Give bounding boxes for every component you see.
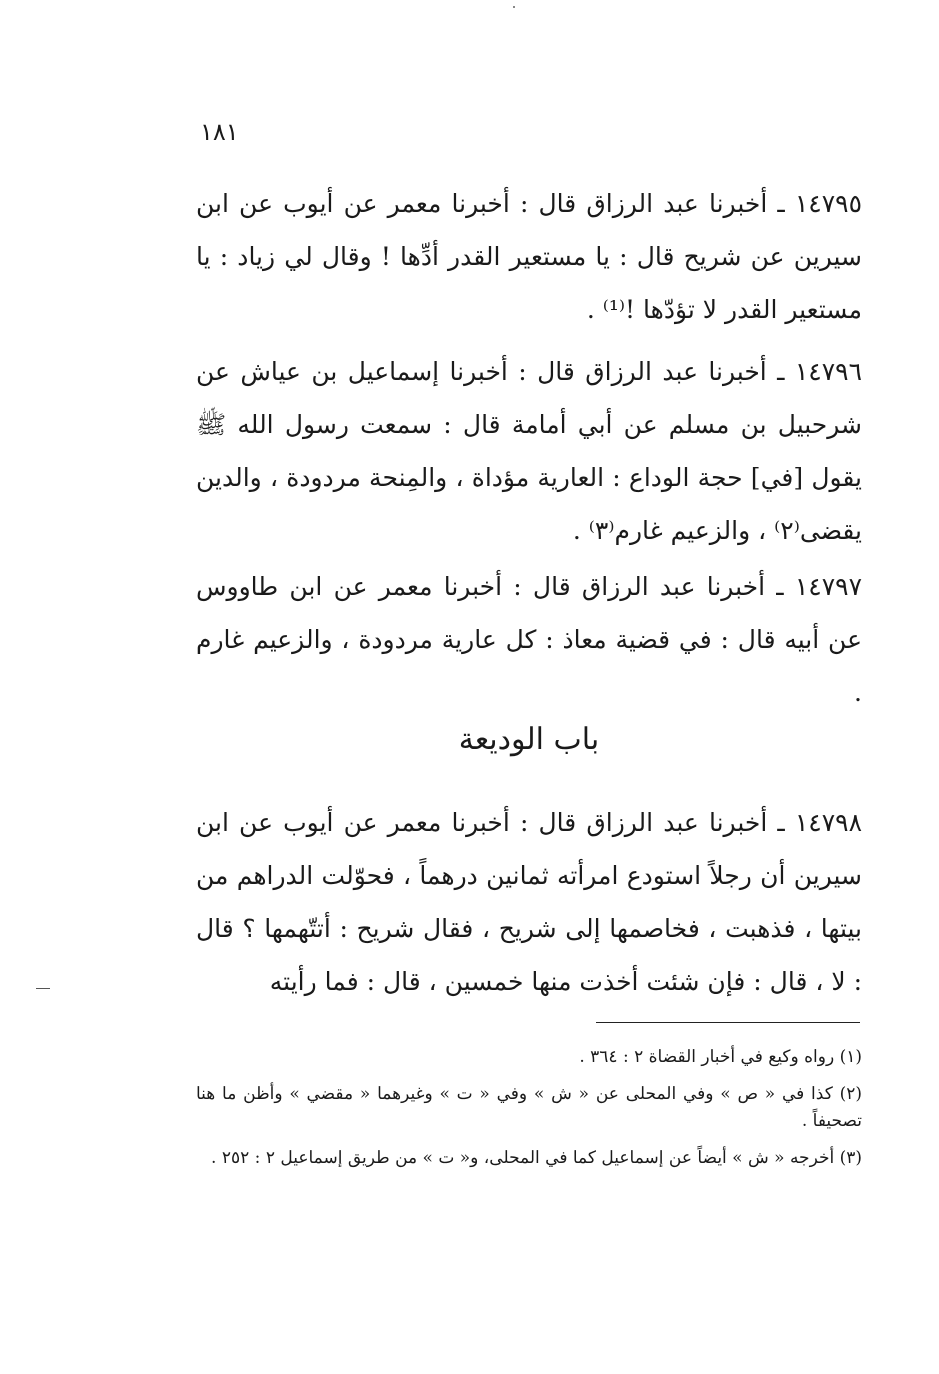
hadith-text: ١٤٧٩٦ ـ أخبرنا عبد الرزاق قال : أخبرنا إسماعيل بن عياش عن شرحبيل بن مسلم عن أبي أمامة قال : سمعت رسول الله ﷺ يقول [في] حجة الوداع : العارية مؤداة ، والمِنحة مردودة ، والدين يقضى⁽٢⁾ ، والزعيم غارم⁽٣⁾ . — [196, 357, 862, 545]
hadith-text: ١٤٧٩٧ ـ أخبرنا عبد الرزاق قال : أخبرنا معمر عن ابن طاووس عن أبيه قال : في قضية معاذ : كل عارية مردودة ، والزعيم غارم . — [196, 572, 862, 707]
hadith-14797 — [196, 560, 862, 719]
chapter-title: باب الوديعة — [458, 722, 600, 757]
hadith-14795 — [196, 177, 862, 336]
footnote-1: (١) رواه وكيع في أخبار القضاة ٢ : ٣٦٤ . — [579, 1047, 862, 1067]
footnotes-section — [196, 1044, 862, 1182]
page-number: ١٨١ — [200, 118, 239, 146]
hadith-14796 — [196, 345, 862, 557]
footnote-2: (٢) كذا في « ص » وفي المحلى عن « ش » وفي « ت » وغيرهما « مقضي » وأظن ما هنا تصحيفاً . — [196, 1084, 862, 1131]
hadith-text: ١٤٧٩٥ ـ أخبرنا عبد الرزاق قال : أخبرنا معمر عن أيوب عن ابن سيرين عن شريح قال : يا مستعير القدر أدِّها ! وقال لي زياد : يا مستعير القدر لا تؤدّها !⁽¹⁾ . — [196, 189, 862, 324]
hadith-14798 — [196, 796, 862, 1008]
scan-speck — [513, 6, 515, 8]
footnote-3: (٣) أخرجه « ش » أيضاً عن إسماعيل كما في المحلى، و« ت » من طريق إسماعيل ٢ : ٢٥٢ . — [211, 1148, 862, 1168]
footnote-divider — [596, 1022, 860, 1023]
hadith-text: ١٤٧٩٨ ـ أخبرنا عبد الرزاق قال : أخبرنا معمر عن أيوب عن ابن سيرين أن رجلاً استودع امرأته ثمانين درهماً ، فحوّلت الدراهم من بيتها ، فذهبت ، فخاصمها إلى شريح ، فقال شريح : أتتّهمها ؟ قال : لا ، قال : فإن شئت أخذت منها خمسين ، قال : فما رأيته — [196, 808, 862, 996]
margin-mark — [36, 988, 50, 989]
